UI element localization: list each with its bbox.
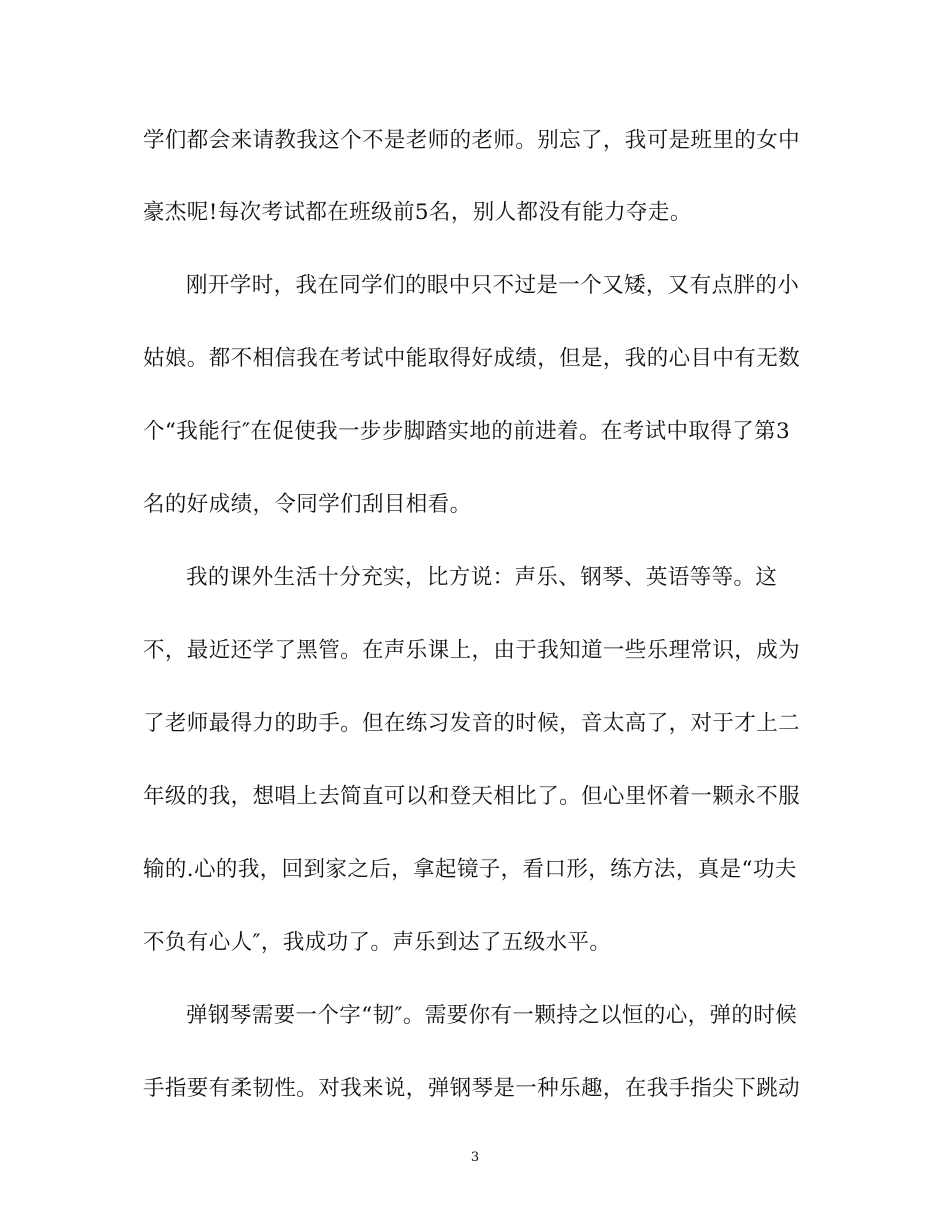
text-line: 学们都会来请教我这个不是老师的老师。别忘了，我可是班里的女中 xyxy=(143,128,801,153)
text-line: 不，最近还学了黑管。在声乐课上，由于我知道一些乐理常识，成为 xyxy=(143,638,801,663)
text-line: 我的课外生活十分充实，比方说：声乐、钢琴、英语等等。这 xyxy=(186,565,778,590)
text-line: 豪杰呢!每次考试都在班级前5名，别人都没有能力夺走。 xyxy=(143,200,692,225)
text-line: 弹钢琴需要一个字“韧″。需要你有一颗持之以恒的心，弹的时候 xyxy=(186,1003,798,1028)
page-number: 3 xyxy=(470,1150,480,1165)
text-line: 姑娘。都不相信我在考试中能取得好成绩，但是，我的心目中有无数 xyxy=(143,346,801,371)
text-line: 刚开学时，我在同学们的眼中只不过是一个又矮，又有点胖的小 xyxy=(186,273,800,298)
text-line: 个“我能行″在促使我一步步脚踏实地的前进着。在考试中取得了第3 xyxy=(143,419,791,444)
text-line: 名的好成绩，令同学们刮目相看。 xyxy=(143,492,472,517)
text-line: 不负有心人″，我成功了。声乐到达了五级水平。 xyxy=(143,930,612,955)
text-line: 手指要有柔韧性。对我来说，弹钢琴是一种乐趣，在我手指尖下跳动 xyxy=(143,1076,801,1101)
text-line: 输的.心的我，回到家之后，拿起镜子，看口形，练方法，真是“功夫 xyxy=(143,857,797,882)
text-line: 年级的我，想唱上去简直可以和登天相比了。但心里怀着一颗永不服 xyxy=(143,784,801,809)
text-line: 了老师最得力的助手。但在练习发音的时候，音太高了，对于才上二 xyxy=(143,711,801,736)
